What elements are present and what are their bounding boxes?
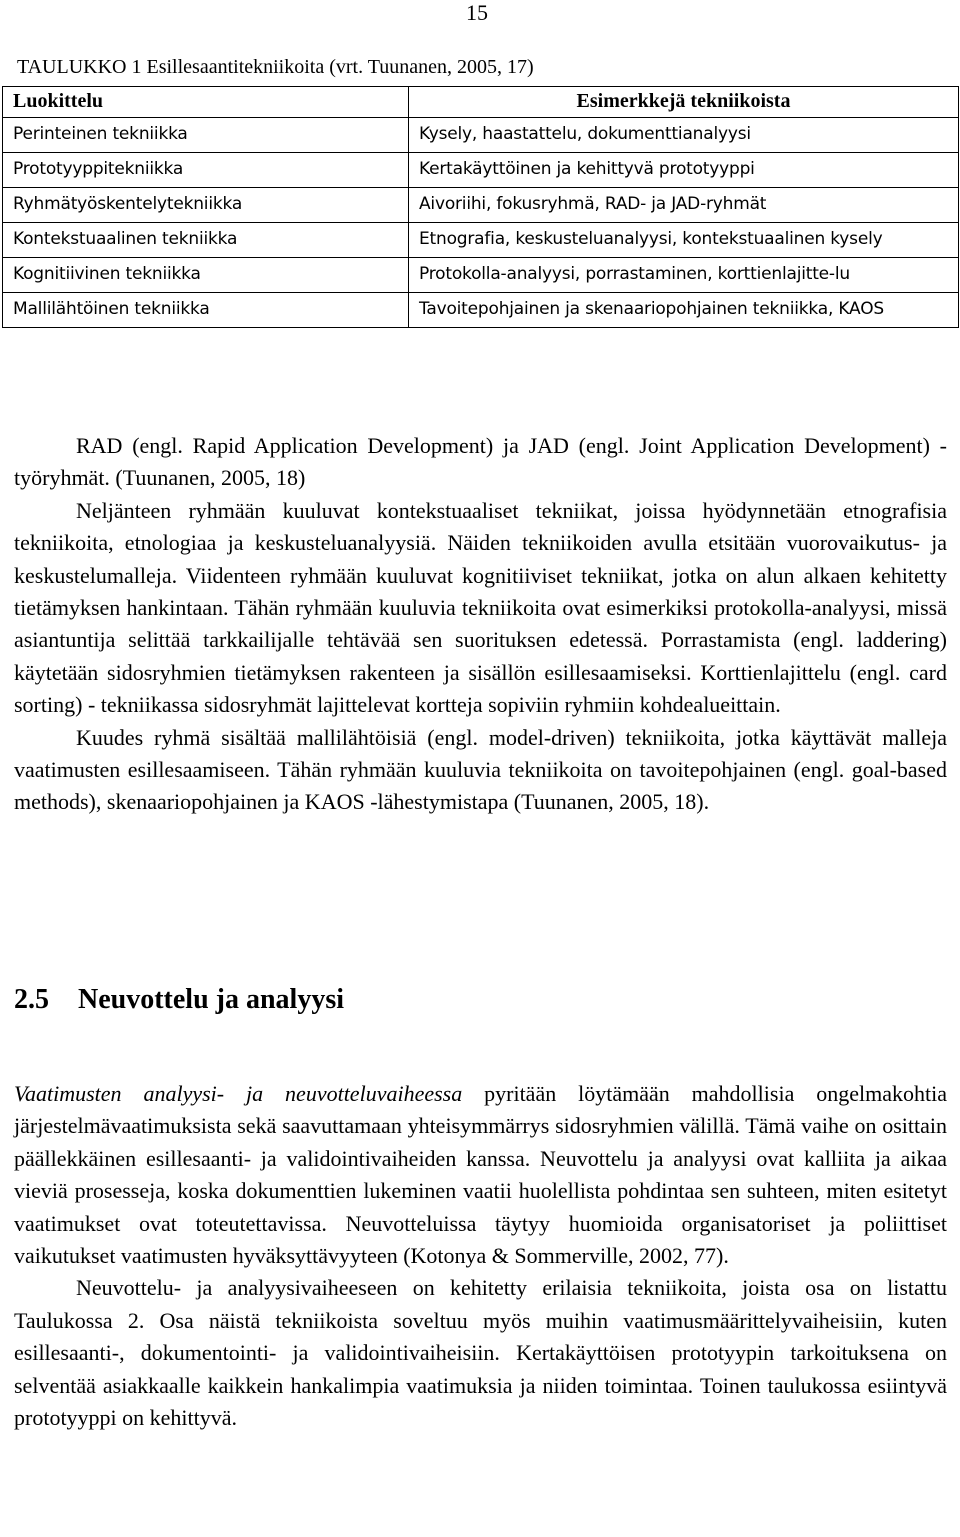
paragraph-abbreviations: RAD (engl. Rapid Application Development) ja JAD (engl. Joint Application Development) -työryhmät. (Tuunanen, 2005, 18) [14, 433, 947, 491]
category-cell: Prototyyppitekniikka [3, 153, 409, 188]
column-header-classification: Luokittelu [3, 87, 409, 118]
table-row [3, 153, 959, 188]
body-text-block-2 [14, 1078, 947, 1434]
table-row [3, 118, 959, 153]
examples-cell: Kysely, haastattelu, dokumenttianalyysi [409, 118, 959, 153]
examples-cell: Etnografia, keskusteluanalyysi, kontekstuaalinen kysely [409, 223, 959, 258]
category-cell: Ryhmätyöskentelytekniikka [3, 188, 409, 223]
paragraph-model-driven: Kuudes ryhmä sisältää mallilähtöisiä (engl. model-driven) tekniikoita, jotka käyttävät malleja vaatimusten esillesaamiseen. Tähän ryhmään kuuluvia tekniikoita on tavoitepohjainen (engl. goal-based methods), skenaariopohjainen ja KAOS -lähestymistapa (Tuunanen, 2005, 18). [14, 724, 947, 815]
techniques-table [2, 86, 959, 328]
paragraph-contextual-cognitive: Neljänteen ryhmään kuuluvat kontekstuaaliset tekniikat, joissa hyödynnetään etnografisia tekniikoita, etnologiaa ja keskusteluanalyysiä. Näiden tekniikoiden avulla etsitään vuorovaikutus- ja keskustelumalleja. Viidenteen ryhmään kuuluvat kognitiiviset tekniikat, jotka on alun alkaen kehitetty tietämyksen hankintaan. Tähän ryhmään kuuluvia tekniikoita ovat esimerkiksi protokolla-analyysi, missä asiantuntija selittää tarkkailijalle tehtävää sen suorituksen edetessä. Porrastamista (engl. laddering) käytetään sidosryhmien tietämyksen rakenteen ja sisällön esillesaamiseksi. Korttienlajittelu (engl. card sorting) - tekniikassa sidosryhmät lajittelevat kortteja sopiviin ryhmiin kohdealueittain. [14, 497, 947, 718]
page-number: 15 [466, 0, 488, 25]
italic-phrase: Vaatimusten analyysi- ja neuvotteluvaiheessa [14, 1081, 463, 1106]
section-number: 2.5 [14, 984, 49, 1015]
paragraph-negotiation-analysis-text: pyritään löytämään mahdollisia ongelmakohtia järjestelmävaatimuksista sekä saavuttamaan yhteisymmärrys sidosryhmien välillä. Tämä vaihe on osittain päällekkäinen esillesaanti- ja validointivaiheiden kanssa. Neuvottelu ja analyysi ovat kalliita ja aikaa vieviä prosesseja, koska dokumenttien lukeminen vaatii huolellista pohdintaa sen suhteen, miten esitetyt vaatimukset ovat toteutettavissa. Neuvotteluissa täytyy huomioida organisatoriset ja poliittiset vaikutukset vaatimusten hyväksyttävyyteen (Kotonya & Sommerville, 2002, 77). [14, 1081, 947, 1269]
paragraph-techniques: Neuvottelu- ja analyysivaiheeseen on kehitetty erilaisia tekniikoita, joista osa on listattu Taulukossa 2. Osa näistä tekniikoista soveltuu myös muihin vaatimusmäärittelyvaiheisiin, kuten esillesaanti-, dokumentointi- ja validointivaiheisiin. Kertakäyttöisen prototyypin tarkoituksena on selventää asiakkaalle kaikkein hankalimpia vaatimuksia ja niiden toimintaa. Toinen taulukossa esiintyvä prototyyppi on kehittyvä. [14, 1275, 947, 1431]
body-text-block-1 [14, 430, 947, 819]
table-row [3, 258, 959, 293]
column-header-examples: Esimerkkejä tekniikoista [409, 87, 959, 118]
table-row [3, 293, 959, 328]
table-caption: TAULUKKO 1 Esillesaantitekniikoita (vrt. Tuunanen, 2005, 17) [17, 56, 534, 78]
table-row [3, 188, 959, 223]
section-title: Neuvottelu ja analyysi [78, 984, 344, 1015]
paragraph-negotiation-analysis [14, 1078, 947, 1272]
table-row [3, 223, 959, 258]
category-cell: Perinteinen tekniikka [3, 118, 409, 153]
category-cell: Mallilähtöinen tekniikka [3, 293, 409, 328]
examples-cell: Kertakäyttöinen ja kehittyvä prototyyppi [409, 153, 959, 188]
category-cell: Kognitiivinen tekniikka [3, 258, 409, 293]
category-cell: Kontekstuaalinen tekniikka [3, 223, 409, 258]
examples-cell: Tavoitepohjainen ja skenaariopohjainen tekniikka, KAOS [409, 293, 959, 328]
table-header-row [3, 87, 959, 118]
examples-cell: Aivoriihi, fokusryhmä, RAD- ja JAD-ryhmät [409, 188, 959, 223]
section-heading [14, 984, 344, 1016]
examples-cell: Protokolla-analyysi, porrastaminen, korttienlajitte-lu [409, 258, 959, 293]
